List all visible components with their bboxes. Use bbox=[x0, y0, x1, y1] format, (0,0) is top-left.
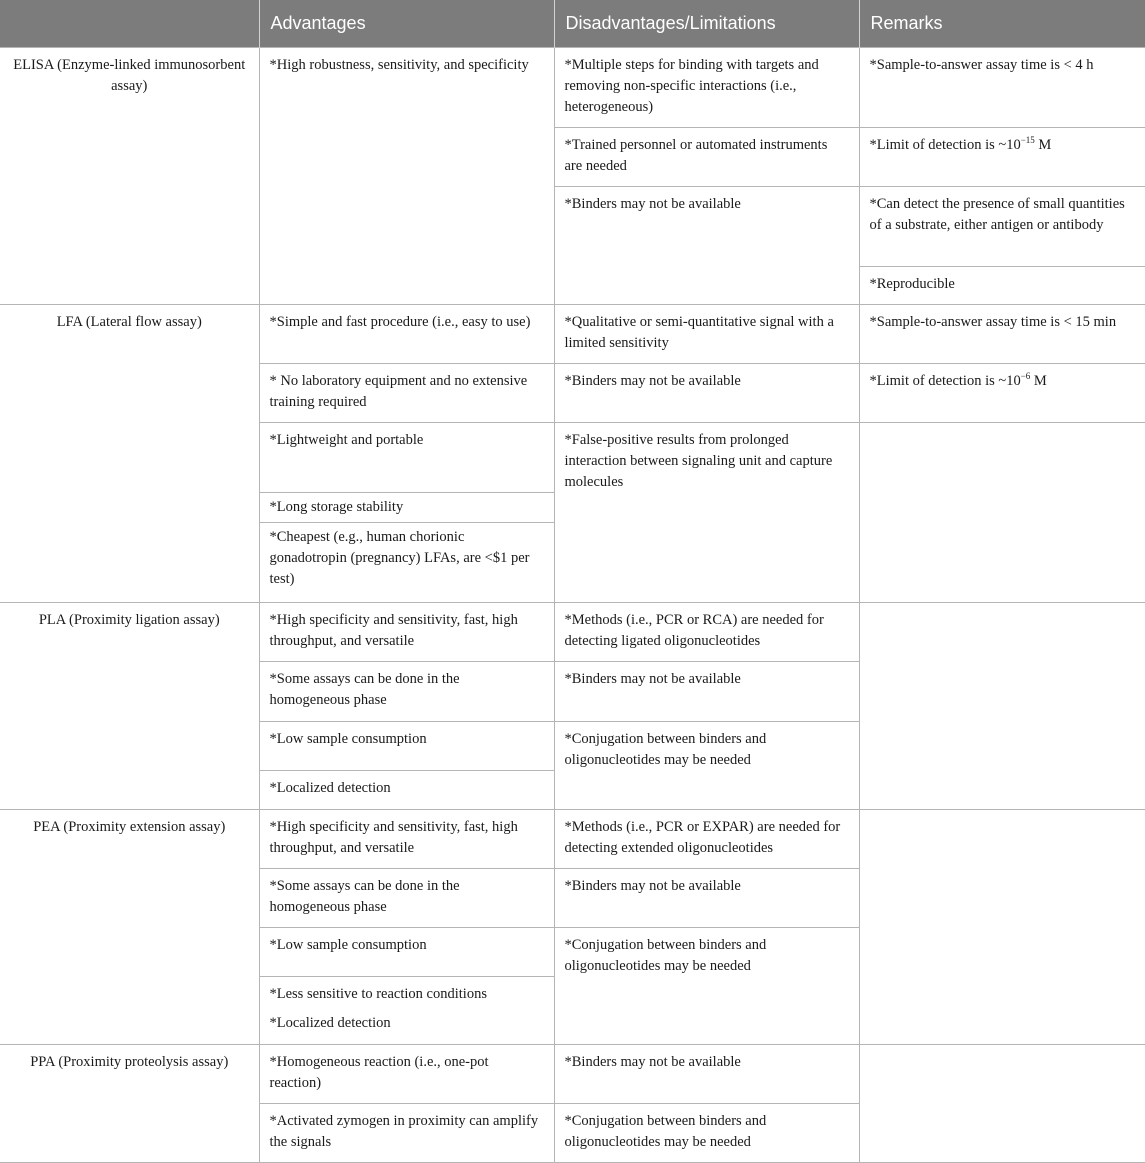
disadvantage-cell: *Methods (i.e., PCR or EXPAR) are needed for detecting extended oligonucleotides bbox=[554, 809, 859, 868]
remark-cell: *Can detect the presence of small quantities of a substrate, either antigen or antibody bbox=[859, 187, 1145, 267]
assay-name-pea: PEA (Proximity extension assay) bbox=[0, 809, 259, 1044]
disadvantage-cell: *Binders may not be available bbox=[554, 868, 859, 927]
advantage-cell: *High specificity and sensitivity, fast, high throughput, and versatile bbox=[259, 603, 554, 662]
advantage-text: *Less sensitive to reaction conditions bbox=[269, 985, 487, 1002]
advantage-cell: *High robustness, sensitivity, and specificity bbox=[259, 48, 554, 305]
table-row bbox=[0, 305, 1145, 364]
assay-name-lfa: LFA (Lateral flow assay) bbox=[0, 305, 259, 603]
table-row bbox=[0, 1044, 1145, 1103]
disadvantage-cell: *Qualitative or semi-quantitative signal with a limited sensitivity bbox=[554, 305, 859, 364]
assay-name-ppa: PPA (Proximity proteolysis assay) bbox=[0, 1044, 259, 1162]
table-row bbox=[0, 809, 1145, 868]
advantage-text: *Localized detection bbox=[269, 1014, 391, 1031]
advantage-cell: *Some assays can be done in the homogeneous phase bbox=[259, 868, 554, 927]
advantage-cell: *Simple and fast procedure (i.e., easy to use) bbox=[259, 305, 554, 364]
header-row bbox=[0, 0, 1145, 48]
advantage-cell: *Homogeneous reaction (i.e., one-pot reaction) bbox=[259, 1044, 554, 1103]
exponent: −6 bbox=[1020, 371, 1031, 382]
advantage-cell: *Low sample consumption bbox=[259, 927, 554, 976]
remark-cell: *Sample-to-answer assay time is < 4 h bbox=[859, 48, 1145, 128]
advantage-cell: *Activated zymogen in proximity can amplify the signals bbox=[259, 1103, 554, 1162]
disadvantage-cell: *Conjugation between binders and oligonucleotides may be needed bbox=[554, 927, 859, 1044]
advantage-cell: *Lightweight and portable bbox=[259, 423, 554, 493]
remark-text: *Limit of detection is ~10 bbox=[869, 373, 1021, 390]
unit-text: M bbox=[1030, 373, 1047, 390]
advantage-cell: * No laboratory equipment and no extensive training required bbox=[259, 364, 554, 423]
remark-cell bbox=[859, 128, 1145, 187]
advantage-cell: *Localized detection bbox=[259, 770, 554, 809]
advantage-cell: *Low sample consumption bbox=[259, 721, 554, 770]
disadvantage-cell: *Trained personnel or automated instruments are needed bbox=[554, 128, 859, 187]
remark-cell: *Sample-to-answer assay time is < 15 min bbox=[859, 305, 1145, 364]
disadvantage-cell: *Conjugation between binders and oligonucleotides may be needed bbox=[554, 721, 859, 809]
disadvantage-cell: *Binders may not be available bbox=[554, 662, 859, 721]
header-assay bbox=[0, 0, 259, 48]
header-disadvantages: Disadvantages/Limitations bbox=[554, 0, 859, 48]
advantage-cell: *Long storage stability bbox=[259, 493, 554, 523]
assay-name-elisa: ELISA (Enzyme-linked immunosorbent assay) bbox=[0, 48, 259, 305]
remark-cell-empty bbox=[859, 1044, 1145, 1162]
disadvantage-cell: *False-positive results from prolonged interaction between signaling unit and capture molecules bbox=[554, 423, 859, 603]
header-advantages: Advantages bbox=[259, 0, 554, 48]
table-row bbox=[0, 48, 1145, 128]
disadvantage-cell: *Multiple steps for binding with targets and removing non-specific interactions (i.e., heterogeneous) bbox=[554, 48, 859, 128]
table-row bbox=[0, 603, 1145, 662]
disadvantage-cell: *Binders may not be available bbox=[554, 1044, 859, 1103]
exponent: −15 bbox=[1020, 135, 1035, 146]
unit-text: M bbox=[1034, 137, 1052, 154]
remark-cell-empty bbox=[859, 423, 1145, 603]
advantage-cell bbox=[259, 976, 554, 1044]
advantage-cell: *Some assays can be done in the homogeneous phase bbox=[259, 662, 554, 721]
disadvantage-cell: *Methods (i.e., PCR or RCA) are needed for detecting ligated oligonucleotides bbox=[554, 603, 859, 662]
remark-cell bbox=[859, 364, 1145, 423]
remark-cell: *Reproducible bbox=[859, 267, 1145, 305]
remark-cell-empty bbox=[859, 809, 1145, 1044]
disadvantage-cell: *Binders may not be available bbox=[554, 364, 859, 423]
advantage-cell: *Cheapest (e.g., human chorionic gonadotropin (pregnancy) LFAs, are <$1 per test) bbox=[259, 523, 554, 603]
remark-cell-empty bbox=[859, 603, 1145, 809]
assay-name-pla: PLA (Proximity ligation assay) bbox=[0, 603, 259, 809]
disadvantage-cell: *Conjugation between binders and oligonucleotides may be needed bbox=[554, 1103, 859, 1162]
header-remarks: Remarks bbox=[859, 0, 1145, 48]
advantage-cell: *High specificity and sensitivity, fast, high throughput, and versatile bbox=[259, 809, 554, 868]
disadvantage-cell: *Binders may not be available bbox=[554, 187, 859, 305]
remark-text: *Limit of detection is ~10 bbox=[869, 137, 1021, 154]
